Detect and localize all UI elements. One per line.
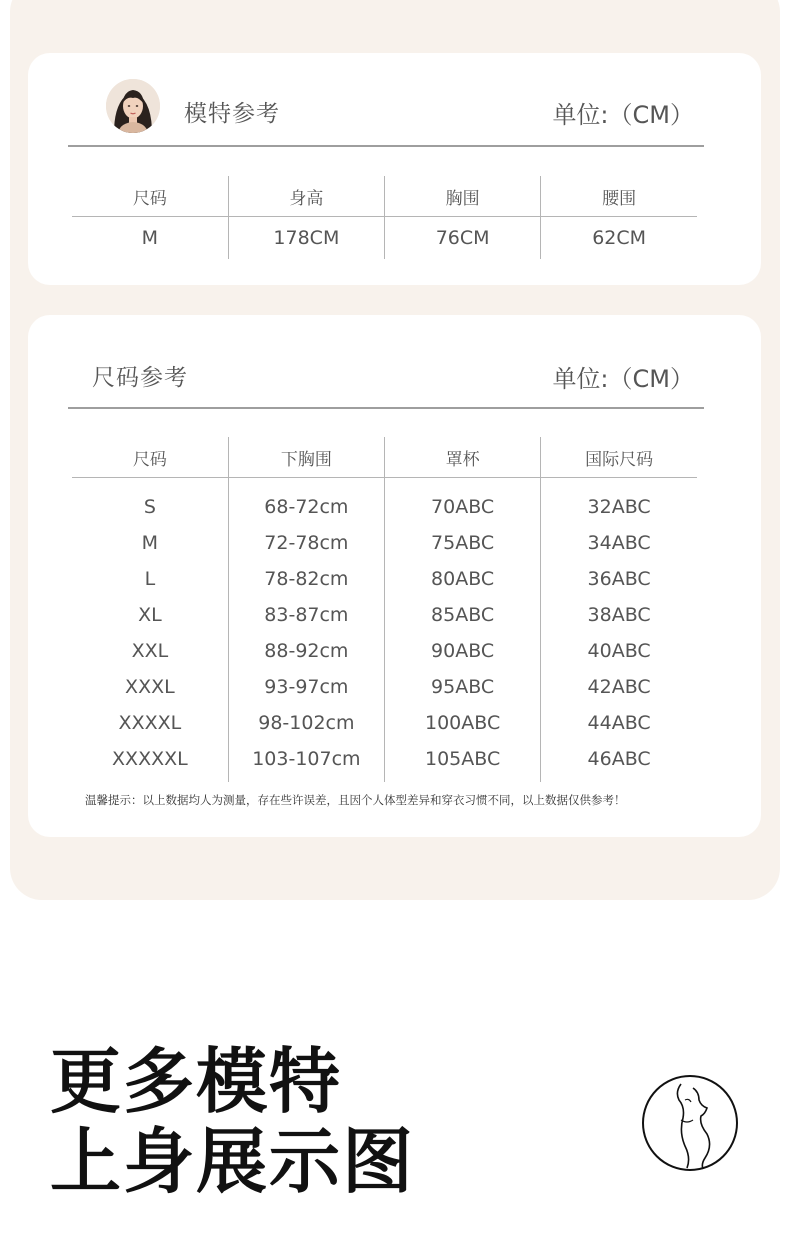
table-cell: XL bbox=[138, 604, 162, 626]
measurement-tip: 温馨提示：以上数据均人为测量，存在些许误差，且因个人体型差异和穿衣习惯不同，以上数据仅供参考！ bbox=[85, 793, 626, 807]
table-cell: 32ABC bbox=[541, 478, 697, 526]
table-cell: 100ABC bbox=[385, 705, 541, 741]
model-card-unit: 单位:（CM） bbox=[552, 101, 694, 129]
size-card-header bbox=[68, 315, 704, 409]
size-card-unit: 单位:（CM） bbox=[552, 365, 694, 393]
table-cell: 72-78cm bbox=[228, 525, 384, 561]
table-cell: 62CM bbox=[541, 217, 697, 260]
table-cell: M bbox=[141, 227, 159, 249]
table-cell: 88-92cm bbox=[228, 633, 384, 669]
model-card-title: 模特参考 bbox=[184, 101, 280, 127]
table-cell: 80ABC bbox=[385, 561, 541, 597]
column-header: 尺码 bbox=[72, 437, 228, 478]
table-cell: XXXXL bbox=[118, 712, 182, 734]
showcase-heading bbox=[50, 1042, 415, 1202]
table-cell: 178CM bbox=[228, 217, 384, 260]
table-cell: 78-82cm bbox=[228, 561, 384, 597]
model-reference-card bbox=[28, 53, 761, 285]
body-silhouette-icon bbox=[641, 1074, 739, 1172]
table-cell: 38ABC bbox=[541, 597, 697, 633]
table-cell: 103-107cm bbox=[228, 741, 384, 782]
table-cell: 98-102cm bbox=[228, 705, 384, 741]
model-table-header-row bbox=[72, 176, 697, 217]
table-row bbox=[72, 705, 697, 741]
size-reference-card bbox=[28, 315, 761, 837]
table-row bbox=[72, 561, 697, 597]
column-header: 腰围 bbox=[541, 176, 697, 217]
table-cell: 70ABC bbox=[385, 478, 541, 526]
table-cell: S bbox=[143, 496, 156, 518]
column-header: 罩杯 bbox=[385, 437, 541, 478]
model-table bbox=[72, 176, 697, 259]
table-cell: 83-87cm bbox=[228, 597, 384, 633]
table-cell: 85ABC bbox=[385, 597, 541, 633]
table-cell: 76CM bbox=[385, 217, 541, 260]
table-cell: 46ABC bbox=[541, 741, 697, 782]
table-cell: 95ABC bbox=[385, 669, 541, 705]
column-header: 身高 bbox=[228, 176, 384, 217]
table-cell: 93-97cm bbox=[228, 669, 384, 705]
table-cell: XXL bbox=[131, 640, 169, 662]
table-cell: XXXL bbox=[125, 676, 175, 698]
table-row bbox=[72, 217, 697, 260]
column-header: 国际尺码 bbox=[541, 437, 697, 478]
table-row bbox=[72, 525, 697, 561]
table-cell: 68-72cm bbox=[228, 478, 384, 526]
table-cell: 36ABC bbox=[541, 561, 697, 597]
table-row bbox=[72, 669, 697, 705]
table-row bbox=[72, 741, 697, 782]
table-cell: 75ABC bbox=[385, 525, 541, 561]
table-cell: 105ABC bbox=[385, 741, 541, 782]
table-cell: 42ABC bbox=[541, 669, 697, 705]
column-header: 胸围 bbox=[385, 176, 541, 217]
table-row bbox=[72, 597, 697, 633]
table-row bbox=[72, 478, 697, 526]
table-cell: 40ABC bbox=[541, 633, 697, 669]
table-cell: 44ABC bbox=[541, 705, 697, 741]
table-cell: M bbox=[141, 532, 159, 554]
column-header: 下胸围 bbox=[228, 437, 384, 478]
table-cell: XXXXXL bbox=[112, 748, 188, 770]
table-row bbox=[72, 633, 697, 669]
table-cell: 90ABC bbox=[385, 633, 541, 669]
showcase-line-2: 上身展示图 bbox=[50, 1120, 416, 1203]
model-avatar bbox=[106, 79, 160, 133]
size-table bbox=[72, 437, 697, 782]
table-cell: 34ABC bbox=[541, 525, 697, 561]
table-cell: L bbox=[144, 568, 156, 590]
column-header: 尺码 bbox=[72, 176, 228, 217]
size-card-title: 尺码参考 bbox=[92, 365, 188, 391]
size-table-header-row bbox=[72, 437, 697, 478]
showcase-line-1: 更多模特 bbox=[50, 1040, 343, 1123]
model-card-header bbox=[68, 53, 704, 147]
